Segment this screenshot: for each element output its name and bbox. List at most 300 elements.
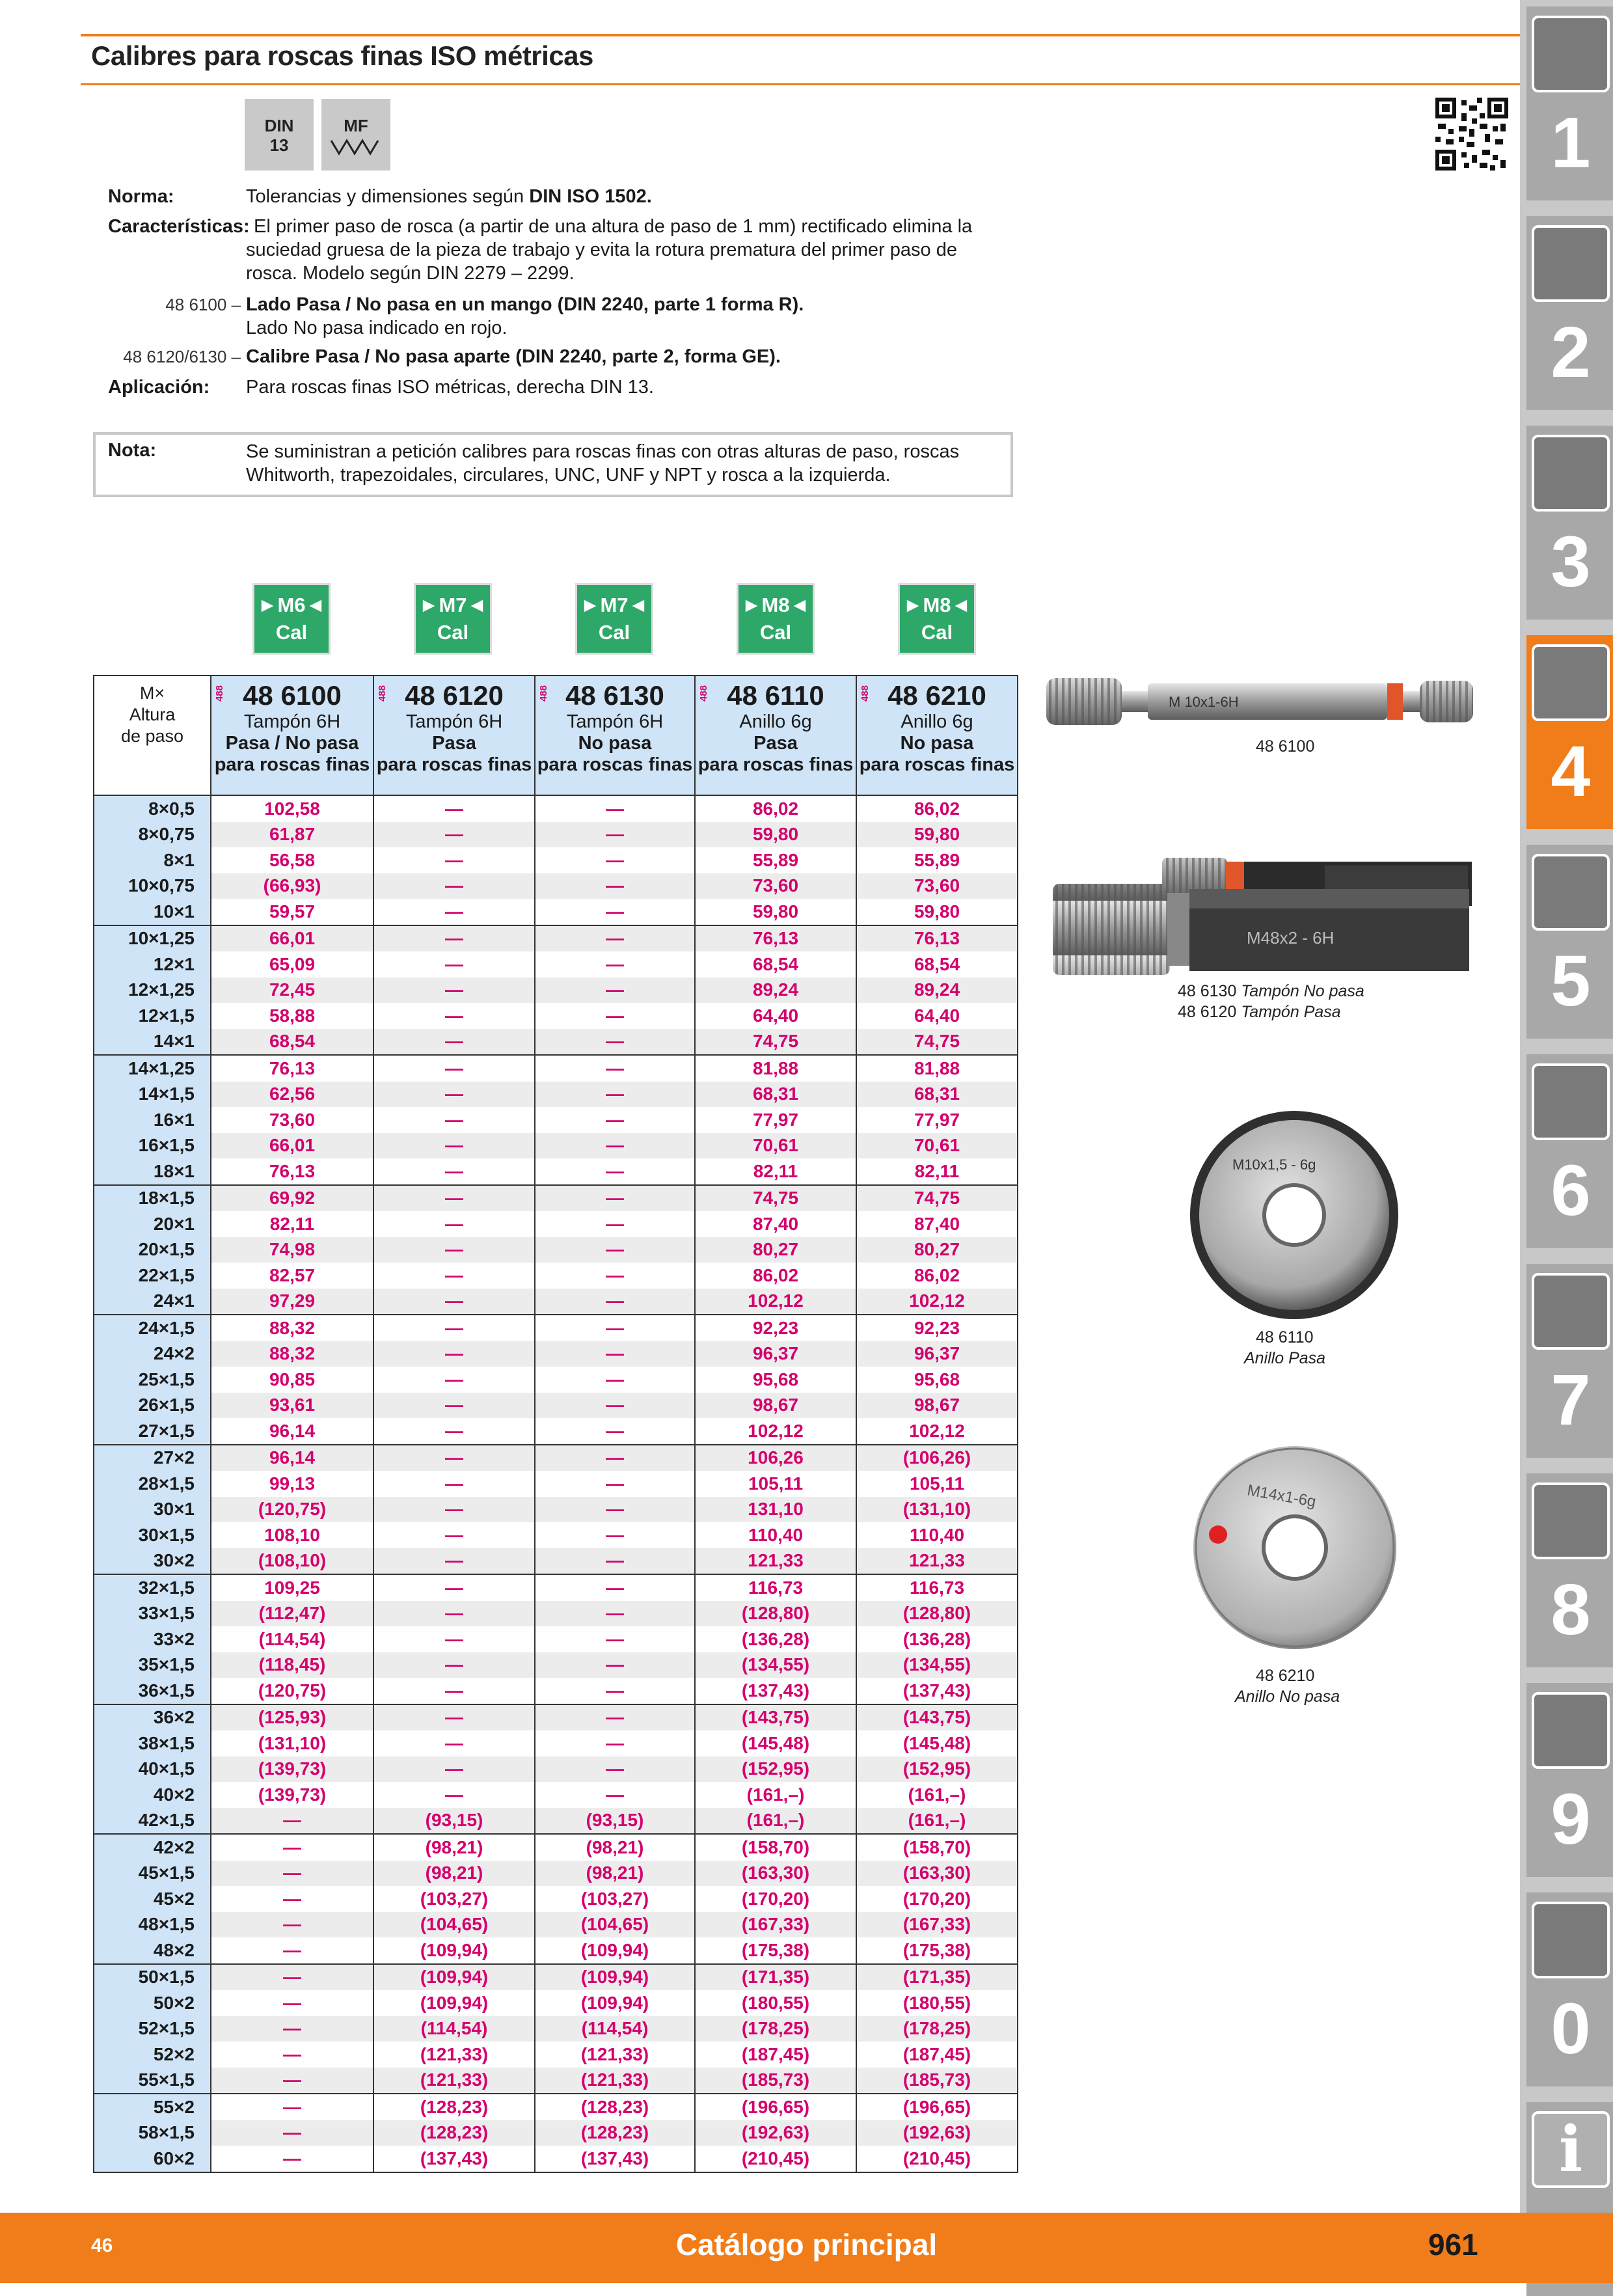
price-cell: (171,35) [856, 1964, 1018, 1991]
price-cell: — [535, 1471, 695, 1497]
thread-size-cell: 22×1,5 [94, 1263, 211, 1289]
price-cell: 58,88 [211, 1003, 373, 1029]
tolerance-class: ►M8◄ [902, 594, 971, 616]
price-cell: (137,43) [535, 2146, 695, 2172]
article-number: 48 6130 [565, 680, 664, 711]
price-cell: — [373, 899, 535, 925]
size-header-line: Altura [129, 705, 176, 724]
item2-title: Calibre Pasa / No pasa aparte (DIN 2240, parte 2, forma GE). [246, 346, 781, 367]
price-cell: (121,33) [373, 2068, 535, 2094]
price-cell: — [211, 1834, 373, 1861]
price-cell: 76,13 [211, 1055, 373, 1082]
price-cell: 92,23 [856, 1315, 1018, 1341]
gauge-desc: Pasa [432, 733, 476, 754]
price-cell: (112,47) [211, 1601, 373, 1627]
price-cell: (114,54) [535, 2016, 695, 2042]
price-cell: 108,10 [211, 1522, 373, 1548]
price-cell: — [373, 1003, 535, 1029]
price-cell: — [535, 1574, 695, 1601]
price-cell: — [535, 1133, 695, 1159]
price-cell: — [373, 1289, 535, 1315]
price-cell: 81,88 [856, 1055, 1018, 1082]
price-cell: 59,80 [695, 822, 856, 848]
gauge-type: Anillo 6g [901, 711, 973, 732]
chapter-number: 1 [1551, 103, 1591, 183]
table-row [94, 1341, 1018, 1367]
product-caption-486110: 48 6110 [1256, 1328, 1314, 1346]
price-cell: (152,95) [695, 1756, 856, 1783]
price-cell: (104,65) [373, 1912, 535, 1938]
price-cell: — [535, 1626, 695, 1652]
gauge-marking: M48x2 - 6H [1247, 928, 1335, 948]
note-line1: Se suministran a petición calibres para roscas finas con otras alturas de paso, roscas [246, 441, 960, 462]
price-cell: 74,75 [856, 1029, 1018, 1056]
table-row [94, 977, 1018, 1004]
article-number: 48 6210 [888, 680, 986, 711]
thread-size-cell: 20×1,5 [94, 1237, 211, 1263]
price-cell: (128,23) [373, 2120, 535, 2146]
price-cell: — [373, 1029, 535, 1056]
thread-size-cell: 10×1,25 [94, 925, 211, 952]
price-cell: 55,89 [695, 847, 856, 873]
price-cell: 96,14 [211, 1445, 373, 1471]
tolerance-badge-m6 [252, 583, 331, 655]
price-cell: — [535, 1341, 695, 1367]
price-cell: — [535, 1678, 695, 1704]
price-cell: 82,11 [211, 1211, 373, 1237]
price-cell: 98,67 [695, 1393, 856, 1419]
price-cell: 77,97 [695, 1107, 856, 1133]
price-cell: — [373, 1263, 535, 1289]
price-cell: 74,75 [695, 1029, 856, 1056]
thread-size-cell: 42×2 [94, 1834, 211, 1861]
caption-number: 48 6120 [1178, 1003, 1237, 1021]
price-cell: — [373, 847, 535, 873]
chapter-number: 4 [1551, 731, 1591, 812]
price-cell: (192,63) [695, 2120, 856, 2146]
gauge-type: Tampón 6H [405, 711, 503, 732]
badge-line2: 13 [269, 135, 289, 155]
product-caption-486130 [1178, 981, 1364, 1001]
price-cell: — [535, 1445, 695, 1471]
page-number: 961 [1428, 2228, 1478, 2262]
info-icon[interactable]: i [1532, 2111, 1610, 2188]
table-row [94, 1315, 1018, 1341]
price-cell: (180,55) [695, 1990, 856, 2016]
price-cell: — [211, 1937, 373, 1964]
price-cell: (109,94) [535, 1937, 695, 1964]
chapter-number: 8 [1551, 1570, 1591, 1650]
price-cell: 80,27 [695, 1237, 856, 1263]
thread-size-cell: 36×2 [94, 1704, 211, 1731]
price-cell: — [373, 1678, 535, 1704]
price-cell: (139,73) [211, 1782, 373, 1808]
price-cell: — [535, 925, 695, 952]
qr-code[interactable] [1435, 98, 1508, 171]
caption-text: Tampón Pasa [1241, 1003, 1341, 1021]
gauge-type: Tampón 6H [566, 711, 664, 732]
price-cell: — [373, 1237, 535, 1263]
workshop-tools-icon[interactable] [1532, 1483, 1610, 1559]
price-cell: (143,75) [856, 1704, 1018, 1731]
price-cell: — [535, 873, 695, 899]
item2-number: 48 6120/6130 – [123, 347, 241, 366]
cutting-insert-icon[interactable] [1532, 225, 1610, 302]
price-cell: — [535, 1730, 695, 1756]
thread-size-cell: 24×1 [94, 1289, 211, 1315]
price-cell: (120,75) [211, 1497, 373, 1523]
table-row [94, 1107, 1018, 1133]
price-cell: (103,27) [535, 1886, 695, 1912]
caption-number: 48 6130 [1178, 982, 1237, 1000]
section-mark: 488 [377, 685, 388, 702]
price-cell: (103,27) [373, 1886, 535, 1912]
price-cell: 74,98 [211, 1237, 373, 1263]
price-cell: — [373, 1782, 535, 1808]
tolerance-class: ►M8◄ [741, 594, 810, 616]
price-cell: (178,25) [856, 2016, 1018, 2042]
product-caption-486100: 48 6100 [1256, 737, 1315, 756]
thread-size-cell: 10×0,75 [94, 873, 211, 899]
caliper-icon[interactable] [1532, 644, 1610, 721]
wrench-screwdriver-icon[interactable] [1532, 1063, 1610, 1140]
price-cell: 62,56 [211, 1082, 373, 1108]
chapter-number: 6 [1551, 1151, 1591, 1231]
price-cell: — [211, 1886, 373, 1912]
item1-detail: Lado No pasa indicado en rojo. [246, 318, 508, 338]
grinding-disc-icon[interactable] [1532, 854, 1610, 931]
price-cell: (137,43) [695, 1678, 856, 1704]
price-cell: 66,01 [211, 925, 373, 952]
section-mark: 488 [698, 685, 709, 702]
price-cell: — [535, 1601, 695, 1627]
price-cell: — [211, 2016, 373, 2042]
thread-size-cell: 12×1 [94, 951, 211, 977]
thread-size-cell: 40×1,5 [94, 1756, 211, 1783]
thread-size-cell: 35×1,5 [94, 1652, 211, 1678]
table-row [94, 1367, 1018, 1393]
price-cell: 89,24 [856, 977, 1018, 1004]
tool-holder-icon[interactable] [1532, 435, 1610, 512]
price-cell: — [373, 1445, 535, 1471]
thread-size-cell: 38×1,5 [94, 1730, 211, 1756]
table-row [94, 1522, 1018, 1548]
price-cell: 76,13 [856, 925, 1018, 952]
price-cell: — [373, 1756, 535, 1783]
gauge-marking: M10x1,5 - 6g [1232, 1156, 1316, 1173]
price-cell: 80,27 [856, 1237, 1018, 1263]
price-cell: — [211, 1912, 373, 1938]
price-cell: 76,13 [211, 1158, 373, 1185]
tolerance-cal: Cal [437, 621, 469, 644]
hammer-pliers-icon[interactable] [1532, 1273, 1610, 1350]
section-mark: 488 [214, 685, 225, 702]
price-cell: 87,40 [856, 1211, 1018, 1237]
table-row [94, 1886, 1018, 1912]
price-cell: 59,80 [856, 822, 1018, 848]
price-cell: (104,65) [535, 1912, 695, 1938]
price-cell: — [535, 1704, 695, 1731]
tolerance-cal: Cal [759, 621, 792, 644]
product-caption-anillo-no-pasa: Anillo No pasa [1235, 1688, 1340, 1706]
price-cell: — [373, 1730, 535, 1756]
thread-size-cell: 30×1,5 [94, 1522, 211, 1548]
thread-size-cell: 30×1 [94, 1497, 211, 1523]
price-cell: (185,73) [856, 2068, 1018, 2094]
price-cell: 61,87 [211, 822, 373, 848]
gauge-desc: Pasa [753, 733, 798, 754]
chapter-number: 3 [1551, 522, 1591, 602]
tool-cabinet-icon[interactable] [1532, 1692, 1610, 1769]
price-cell: 86,02 [856, 795, 1018, 822]
table-row [94, 1082, 1018, 1108]
norma-text [246, 185, 652, 208]
norma-text-bold: DIN ISO 1502. [529, 186, 652, 207]
table-row [94, 1029, 1018, 1056]
price-cell: — [211, 2120, 373, 2146]
drill-bit-icon[interactable] [1532, 16, 1610, 92]
table-row [94, 1263, 1018, 1289]
price-cell: — [535, 1289, 695, 1315]
safety-equipment-icon[interactable] [1532, 1902, 1610, 1978]
price-cell: 77,97 [856, 1107, 1018, 1133]
thread-profile-icon [330, 135, 382, 157]
price-cell: — [535, 1756, 695, 1783]
price-table [93, 675, 1018, 2173]
chapter-number: 5 [1551, 941, 1591, 1021]
chapter-number: 7 [1551, 1360, 1591, 1440]
gauge-desc: para roscas finas [376, 754, 532, 775]
aplicacion-text: Para roscas finas ISO métricas, derecha DIN 13. [246, 377, 654, 398]
thread-size-cell: 55×1,5 [94, 2068, 211, 2094]
badge-line1: DIN [264, 116, 294, 135]
thread-size-cell: 55×2 [94, 2094, 211, 2120]
thread-size-cell: 45×1,5 [94, 1861, 211, 1887]
table-row [94, 1808, 1018, 1835]
price-cell: (137,43) [373, 2146, 535, 2172]
price-cell: — [535, 1185, 695, 1212]
norma-text-part: Tolerancias y dimensiones según [246, 186, 530, 207]
price-cell: (196,65) [695, 2094, 856, 2120]
gauge-desc: No pasa [900, 733, 974, 754]
price-cell: (143,75) [695, 1704, 856, 1731]
table-row [94, 1289, 1018, 1315]
price-cell: — [373, 1601, 535, 1627]
price-cell: 81,88 [695, 1055, 856, 1082]
price-cell: — [373, 1341, 535, 1367]
price-cell: (161,–) [856, 1808, 1018, 1835]
price-cell: — [373, 1055, 535, 1082]
price-cell: — [373, 1418, 535, 1445]
caracteristicas-line2: suciedad gruesa de la pieza de trabajo y evita la rotura prematura del primer paso de [246, 239, 957, 260]
price-cell: 102,12 [856, 1289, 1018, 1315]
price-cell: 89,24 [695, 977, 856, 1004]
price-cell: 68,31 [856, 1082, 1018, 1108]
tolerance-badge-m7 [575, 583, 653, 655]
thread-size-cell: 26×1,5 [94, 1393, 211, 1419]
table-row [94, 1678, 1018, 1704]
price-cell: (196,65) [856, 2094, 1018, 2120]
section-mark: 488 [860, 685, 871, 702]
table-row [94, 1158, 1018, 1185]
price-cell: (128,80) [695, 1601, 856, 1627]
price-cell: — [373, 1548, 535, 1575]
price-cell: — [535, 1003, 695, 1029]
table-row [94, 1861, 1018, 1887]
price-cell: (167,33) [695, 1912, 856, 1938]
price-cell: (158,70) [856, 1834, 1018, 1861]
note-text [246, 440, 1001, 487]
price-cell: (98,21) [535, 1861, 695, 1887]
price-cell: — [535, 1418, 695, 1445]
price-cell: (167,33) [856, 1912, 1018, 1938]
price-cell: — [535, 1315, 695, 1341]
price-cell: 95,68 [695, 1367, 856, 1393]
tolerance-badge-m7 [414, 583, 492, 655]
table-row [94, 2094, 1018, 2120]
price-cell: — [373, 925, 535, 952]
caracteristicas-line1: El primer paso de rosca (a partir de una altura de paso de 1 mm) rectificado elimina la [254, 216, 973, 237]
price-cell: — [535, 1497, 695, 1523]
price-cell: — [211, 1861, 373, 1887]
price-cell: 90,85 [211, 1367, 373, 1393]
price-cell: 121,33 [856, 1548, 1018, 1575]
footer-title: Catálogo principal [675, 2228, 938, 2262]
plug-gauge-486100-image [1045, 674, 1474, 729]
price-cell: — [535, 1548, 695, 1575]
price-cell: — [535, 1029, 695, 1056]
thread-size-cell: 14×1 [94, 1029, 211, 1056]
tolerance-class: ►M6◄ [257, 594, 326, 616]
thread-size-cell: 24×1,5 [94, 1315, 211, 1341]
price-cell: (109,94) [535, 1964, 695, 1991]
price-cell: (109,94) [535, 1990, 695, 2016]
thread-size-cell: 36×1,5 [94, 1678, 211, 1704]
price-cell: — [535, 899, 695, 925]
price-cell: 82,11 [856, 1158, 1018, 1185]
table-row [94, 1418, 1018, 1445]
thread-size-cell: 33×2 [94, 1626, 211, 1652]
price-cell: 74,75 [695, 1185, 856, 1212]
plug-gauges-486120-486130-image [1051, 846, 1474, 976]
gauge-type: Anillo 6g [739, 711, 812, 732]
price-cell: 96,37 [856, 1341, 1018, 1367]
price-cell: — [373, 1393, 535, 1419]
price-cell: (121,33) [373, 2042, 535, 2068]
price-cell: — [535, 1107, 695, 1133]
gauge-marking: M14x1-6g [1245, 1481, 1318, 1511]
price-cell: (128,23) [535, 2120, 695, 2146]
table-row [94, 1912, 1018, 1938]
badge-line1: MF [344, 116, 368, 135]
page-title: Calibres para roscas finas ISO métricas [91, 40, 593, 71]
price-cell: (170,20) [856, 1886, 1018, 1912]
column-header-486120 [373, 676, 535, 795]
price-cell: — [535, 795, 695, 822]
table-body [94, 795, 1018, 2172]
mf-badge [321, 99, 390, 171]
thread-size-cell: 30×2 [94, 1548, 211, 1575]
thread-size-cell: 45×2 [94, 1886, 211, 1912]
thread-size-cell: 52×2 [94, 2042, 211, 2068]
price-cell: 82,57 [211, 1263, 373, 1289]
price-cell: — [535, 1652, 695, 1678]
table-row [94, 1133, 1018, 1159]
price-cell: 59,80 [695, 899, 856, 925]
table-row [94, 1730, 1018, 1756]
price-cell: 66,01 [211, 1133, 373, 1159]
price-cell: (98,21) [373, 1861, 535, 1887]
price-cell: (136,28) [695, 1626, 856, 1652]
thread-size-cell: 16×1,5 [94, 1133, 211, 1159]
price-cell: — [211, 2068, 373, 2094]
gauge-desc: No pasa [578, 733, 652, 754]
footer-page-left: 46 [91, 2235, 113, 2256]
price-cell: — [373, 822, 535, 848]
price-cell: (109,94) [373, 1990, 535, 2016]
thread-size-cell: 18×1 [94, 1158, 211, 1185]
title-underline [81, 83, 1522, 85]
price-cell: (161,–) [695, 1808, 856, 1835]
price-cell: (128,23) [373, 2094, 535, 2120]
thread-size-cell: 8×1 [94, 847, 211, 873]
price-cell: 68,54 [695, 951, 856, 977]
thread-size-cell: 27×2 [94, 1445, 211, 1471]
price-cell: — [373, 1522, 535, 1548]
thread-size-cell: 40×2 [94, 1782, 211, 1808]
price-cell: 131,10 [695, 1497, 856, 1523]
thread-size-cell: 10×1 [94, 899, 211, 925]
price-cell: 92,23 [695, 1315, 856, 1341]
norma-label: Norma: [108, 186, 174, 207]
table-row [94, 822, 1018, 848]
size-column-header [94, 676, 211, 795]
price-cell: 106,26 [695, 1445, 856, 1471]
table-row [94, 1652, 1018, 1678]
price-cell: — [535, 977, 695, 1004]
price-cell: — [211, 1808, 373, 1835]
price-cell: (128,80) [856, 1601, 1018, 1627]
price-cell: (106,26) [856, 1445, 1018, 1471]
price-cell: 102,12 [695, 1418, 856, 1445]
price-table-wrap [93, 675, 1018, 2173]
table-row [94, 1237, 1018, 1263]
table-row [94, 925, 1018, 952]
price-cell: — [535, 1522, 695, 1548]
table-row [94, 1497, 1018, 1523]
tolerance-badge-m8 [737, 583, 815, 655]
price-cell: (93,15) [373, 1808, 535, 1835]
price-cell: — [211, 1964, 373, 1991]
price-cell: (118,45) [211, 1652, 373, 1678]
price-cell: 74,75 [856, 1185, 1018, 1212]
price-cell: (114,54) [211, 1626, 373, 1652]
item1-title: Lado Pasa / No pasa en un mango (DIN 2240, parte 1 forma R). [246, 294, 804, 315]
thread-size-cell: 16×1 [94, 1107, 211, 1133]
price-cell: (175,38) [856, 1937, 1018, 1964]
table-row [94, 1055, 1018, 1082]
price-cell: (139,73) [211, 1756, 373, 1783]
price-cell: 55,89 [856, 847, 1018, 873]
price-cell: (210,45) [695, 2146, 856, 2172]
thread-size-cell: 18×1,5 [94, 1185, 211, 1212]
thread-size-cell: 24×2 [94, 1341, 211, 1367]
din-13-badge [245, 99, 314, 171]
price-cell: (98,21) [535, 1834, 695, 1861]
price-cell: — [535, 1211, 695, 1237]
table-row [94, 1964, 1018, 1991]
price-cell: (161,–) [856, 1782, 1018, 1808]
